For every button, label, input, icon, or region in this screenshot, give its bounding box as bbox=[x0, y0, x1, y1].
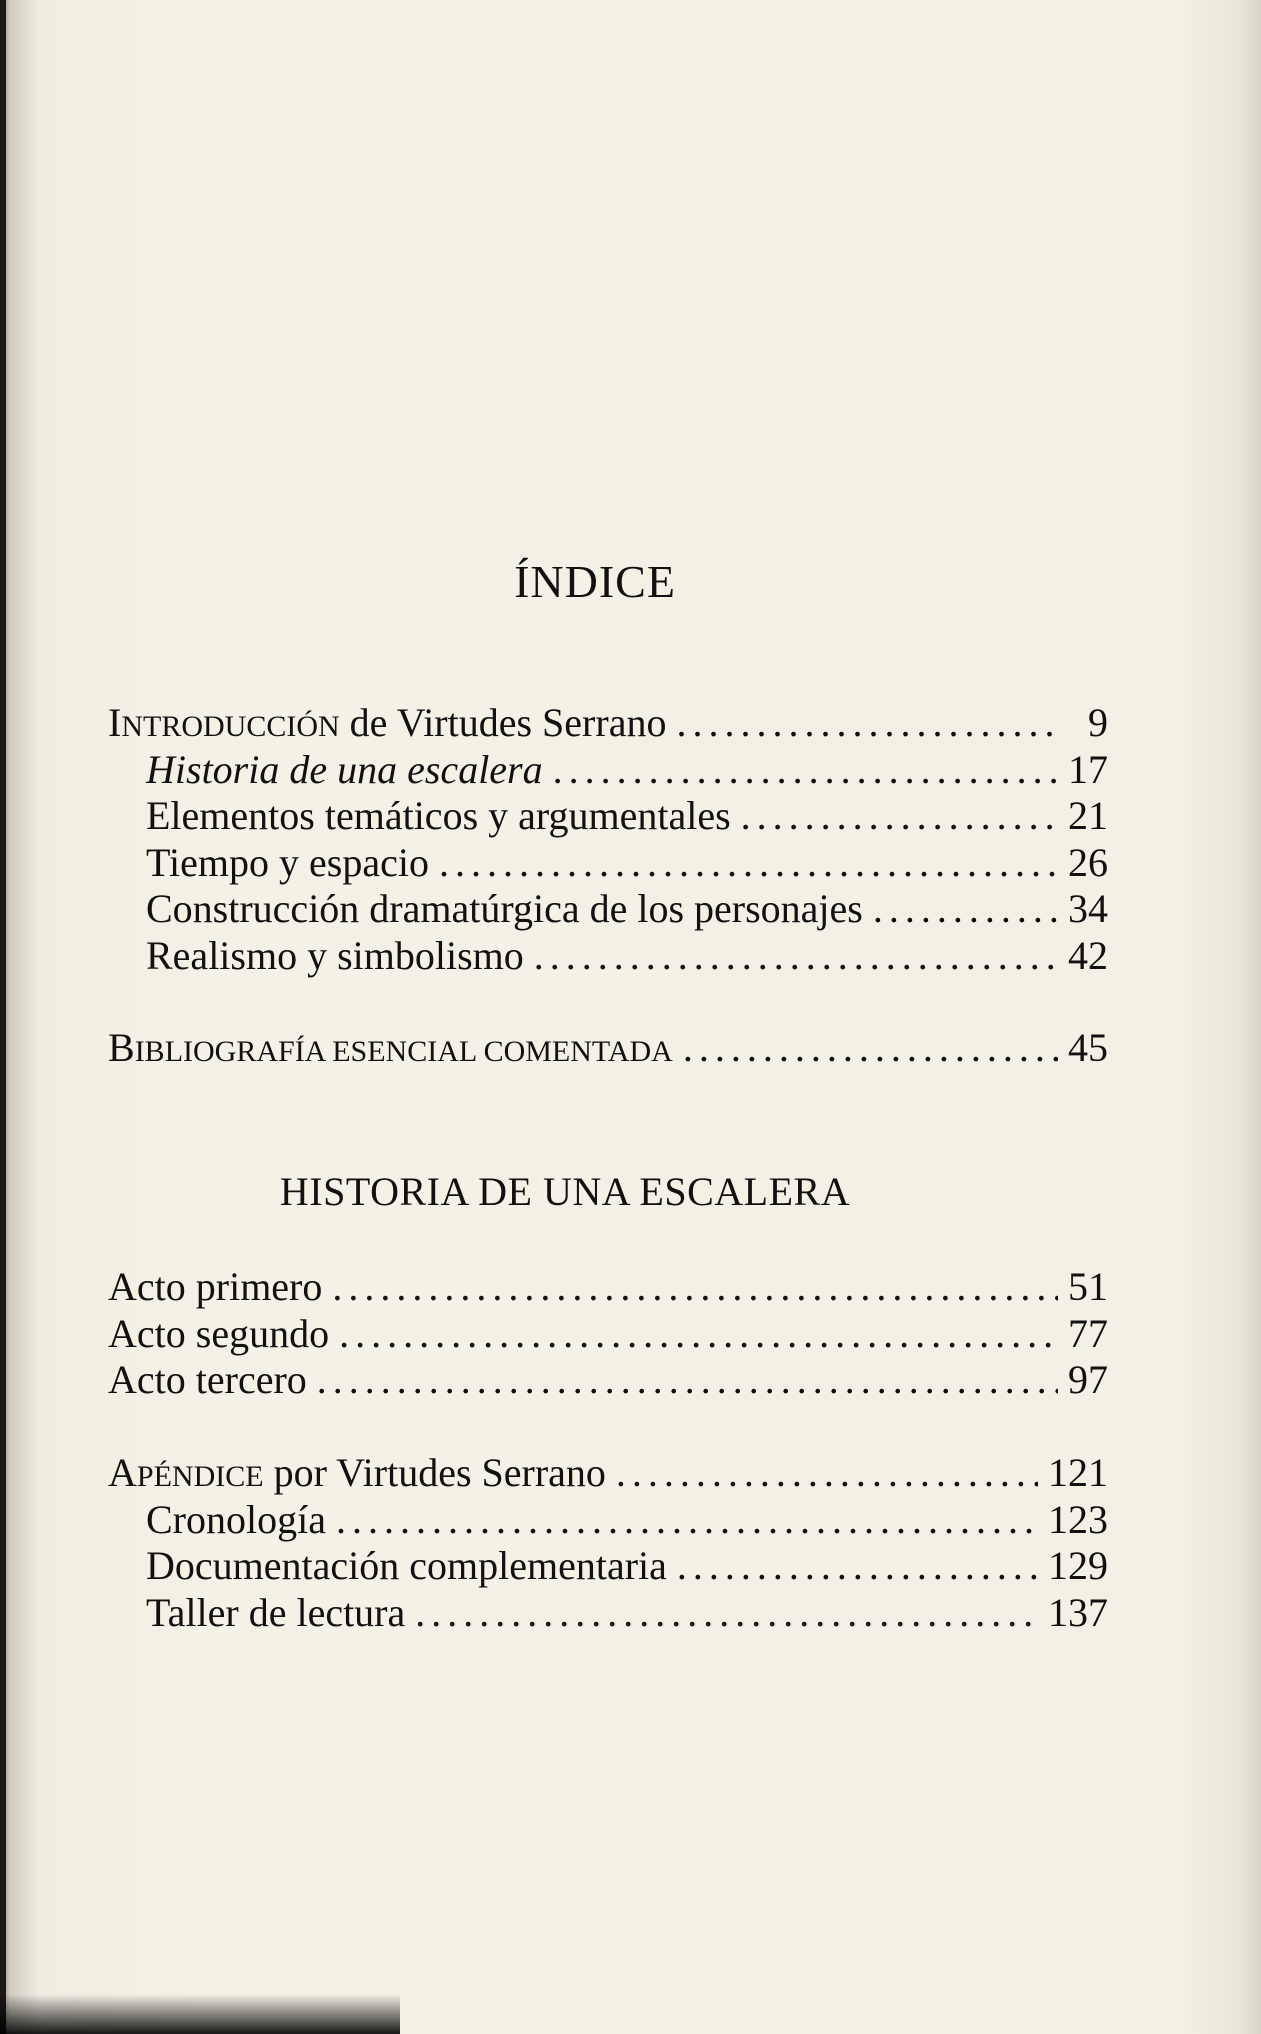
toc-entry bbox=[108, 886, 1108, 933]
toc-entry-label: Acto primero bbox=[108, 1264, 323, 1309]
toc-entry-label: Historia de una escalera bbox=[146, 746, 543, 792]
toc-entry-label: Construcción dramatúrgica de los personajes bbox=[146, 886, 863, 931]
toc-entry bbox=[108, 1311, 1108, 1358]
toc-page-number: 51 bbox=[1068, 1264, 1108, 1309]
dot-leader bbox=[336, 1497, 1038, 1543]
toc-entry-label: Acto segundo bbox=[108, 1310, 330, 1356]
toc-entry-introduction bbox=[108, 700, 1108, 747]
toc-entry bbox=[108, 747, 1108, 794]
page-bottom-shadow bbox=[0, 1994, 400, 2034]
toc-group-play bbox=[108, 1264, 1108, 1404]
toc-entry bbox=[108, 1264, 1108, 1311]
toc-page-number: 26 bbox=[1068, 839, 1108, 885]
dot-leader bbox=[439, 840, 1058, 886]
toc-page-number: 121 bbox=[1048, 1450, 1108, 1495]
toc-page-number: 137 bbox=[1048, 1589, 1108, 1635]
toc-entry-label: Taller de lectura bbox=[146, 1589, 406, 1635]
toc-entry-label: Documentación complementaria bbox=[146, 1543, 667, 1588]
toc-page-number: 77 bbox=[1068, 1310, 1108, 1356]
dot-leader bbox=[317, 1357, 1058, 1403]
dot-leader bbox=[332, 1264, 1058, 1310]
dot-leader bbox=[534, 933, 1058, 979]
toc-entry-label: Tiempo y espacio bbox=[146, 839, 429, 885]
toc-page-number: 129 bbox=[1048, 1543, 1108, 1588]
toc-entry-bibliography bbox=[108, 1025, 1108, 1072]
dot-leader bbox=[339, 1311, 1058, 1357]
toc-entry bbox=[108, 1543, 1108, 1590]
toc-entry-label: Acto tercero bbox=[108, 1357, 307, 1402]
toc-group-introduction bbox=[108, 700, 1108, 979]
toc-entry bbox=[108, 1590, 1108, 1637]
dot-leader bbox=[873, 886, 1058, 932]
toc-entry-label: APÉNDICE por Virtudes Serrano bbox=[108, 1450, 606, 1495]
toc-entry bbox=[108, 933, 1108, 980]
toc-group-appendix bbox=[108, 1450, 1108, 1636]
toc-page-number: 45 bbox=[1068, 1025, 1108, 1070]
toc-entry bbox=[108, 840, 1108, 887]
section-title: HISTORIA DE UNA ESCALERA bbox=[279, 1169, 851, 1214]
dot-leader bbox=[676, 700, 1058, 746]
toc-entry-label: INTRODUCCIÓN de Virtudes Serrano bbox=[108, 700, 667, 745]
toc-page-number: 123 bbox=[1048, 1496, 1108, 1542]
toc-page-number: 34 bbox=[1068, 886, 1108, 931]
toc-entry bbox=[108, 1357, 1108, 1404]
toc-entry-label: Realismo y simbolismo bbox=[146, 932, 524, 978]
dot-leader bbox=[415, 1590, 1038, 1636]
dot-leader bbox=[616, 1450, 1038, 1496]
toc-entry-label: Elementos temáticos y argumentales bbox=[146, 793, 731, 838]
toc-entry bbox=[108, 793, 1108, 840]
toc-page-number: 9 bbox=[1088, 700, 1108, 745]
dot-leader bbox=[677, 1543, 1038, 1589]
dot-leader bbox=[683, 1025, 1058, 1071]
toc-entry-label: Cronología bbox=[146, 1496, 326, 1542]
toc-page-number: 97 bbox=[1068, 1357, 1108, 1402]
page-title: ÍNDICE bbox=[514, 556, 676, 607]
toc-entry bbox=[108, 1497, 1108, 1544]
toc-page-number: 42 bbox=[1068, 932, 1108, 978]
page-edge-shadow bbox=[0, 0, 6, 2034]
toc-entry-label: BIBLIOGRAFÍA ESENCIAL COMENTADA bbox=[108, 1025, 673, 1070]
toc-entry-appendix bbox=[108, 1450, 1108, 1497]
toc-page-number: 17 bbox=[1068, 746, 1108, 792]
dot-leader bbox=[741, 793, 1058, 839]
dot-leader bbox=[553, 747, 1058, 793]
toc-group-bibliography bbox=[108, 1025, 1108, 1072]
toc-page-number: 21 bbox=[1068, 793, 1108, 838]
